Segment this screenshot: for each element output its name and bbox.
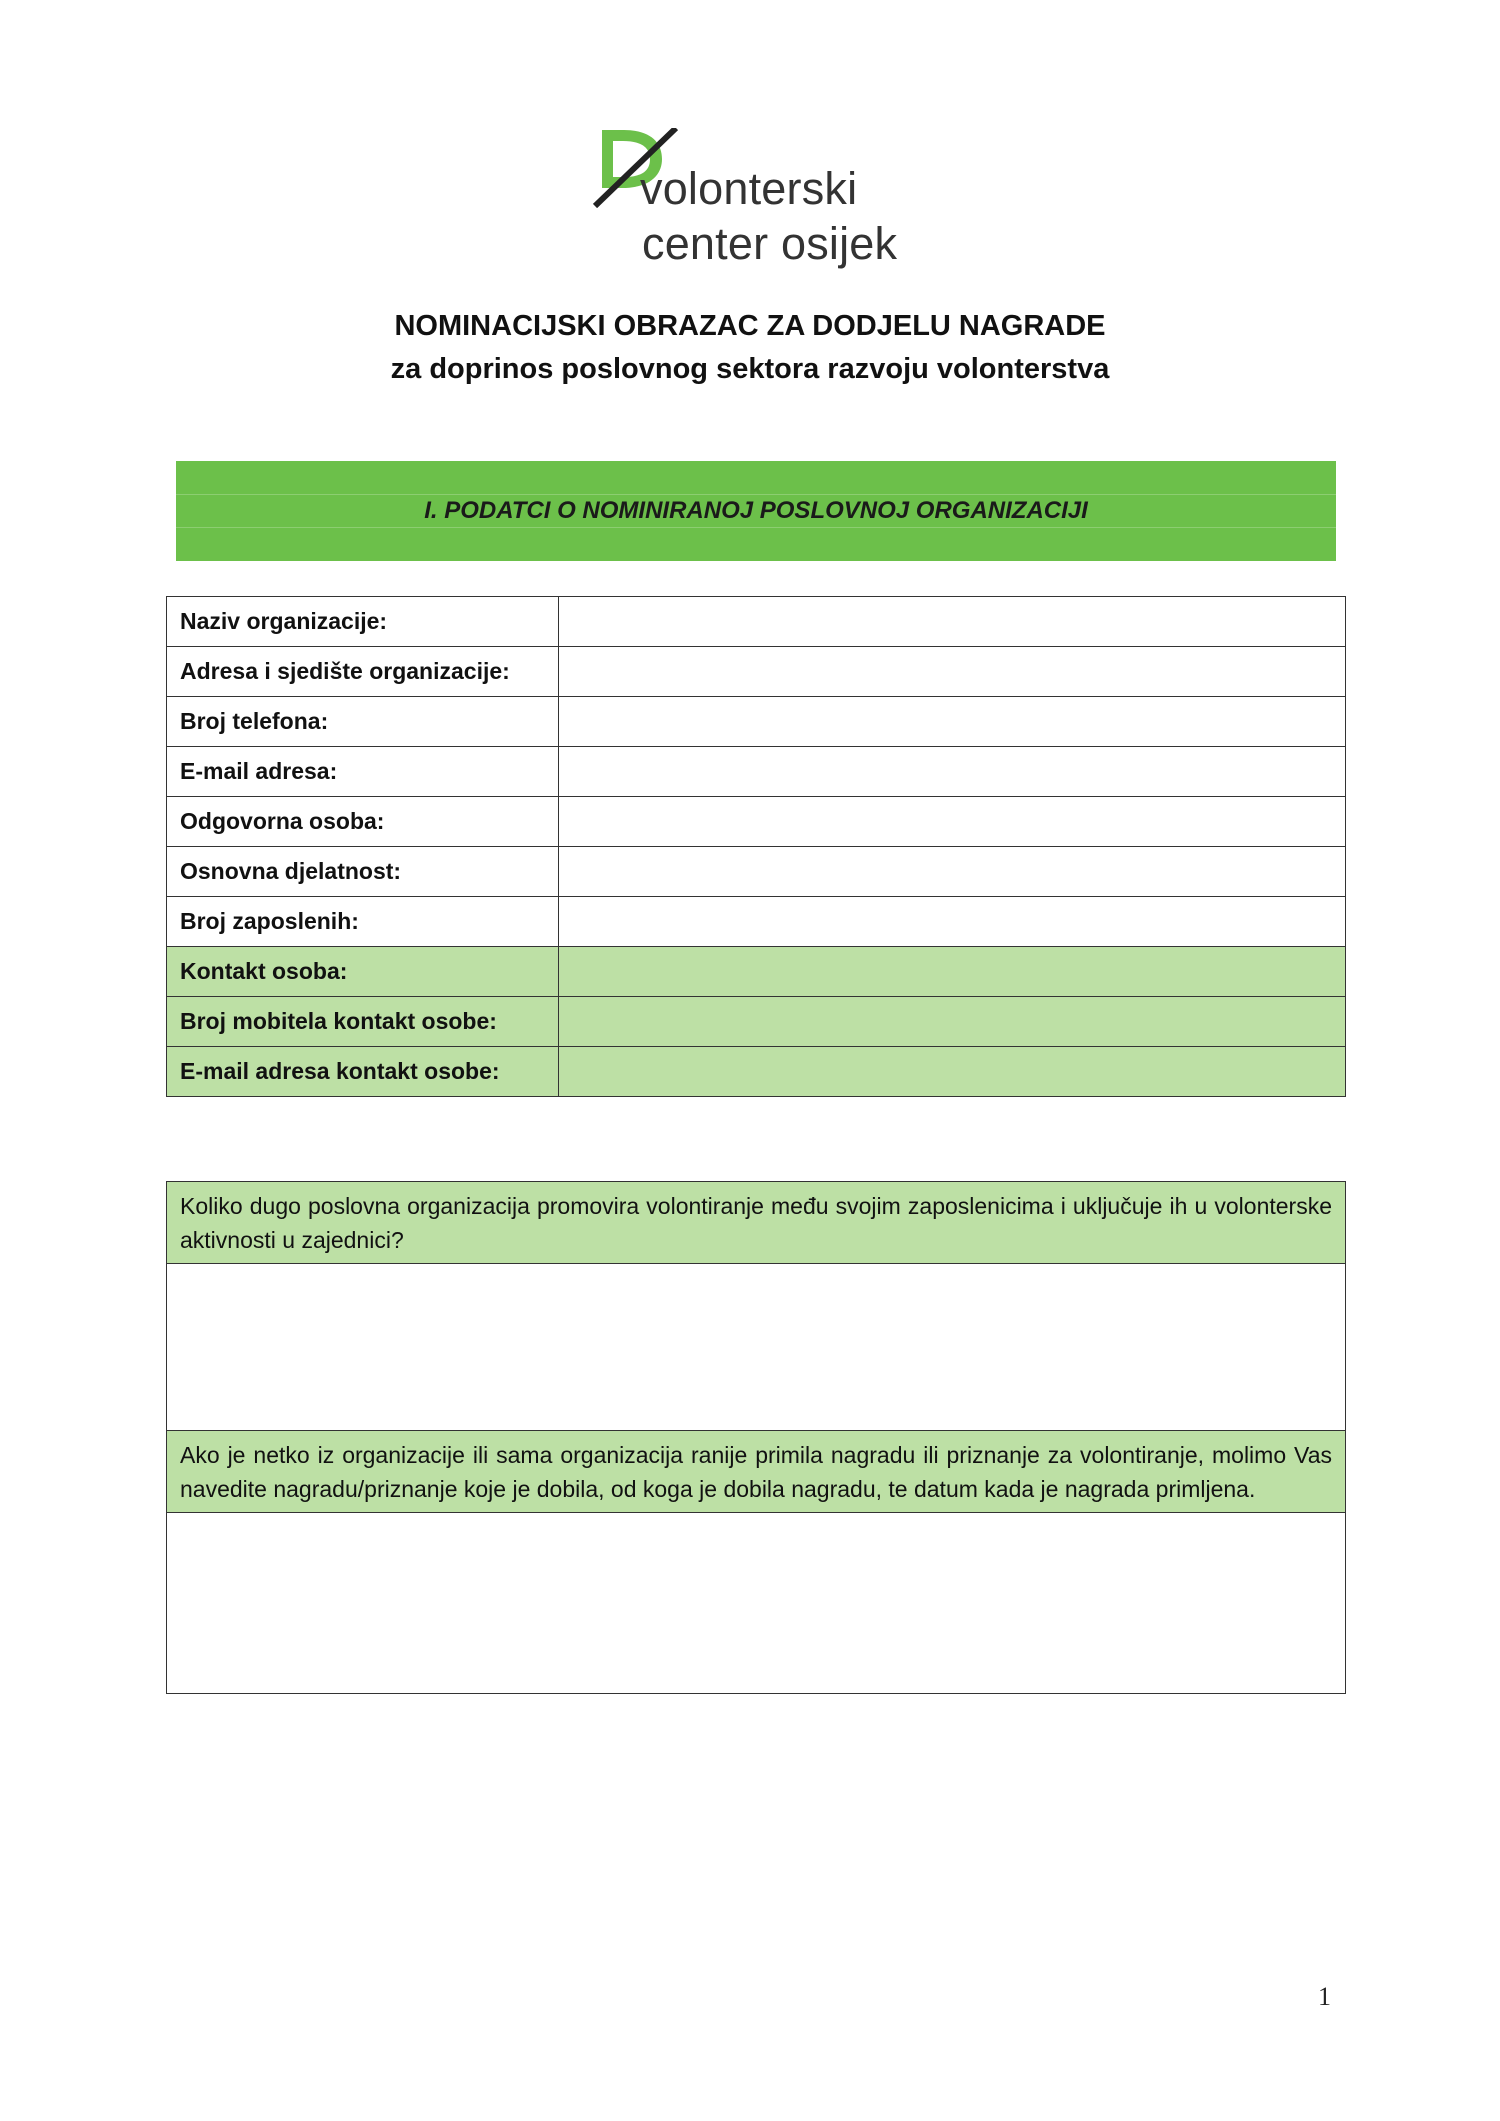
field-value-input[interactable] bbox=[559, 797, 1346, 847]
table-row bbox=[167, 747, 1346, 797]
field-value-input[interactable] bbox=[559, 597, 1346, 647]
field-value-input[interactable] bbox=[559, 697, 1346, 747]
field-label: E-mail adresa: bbox=[167, 747, 559, 797]
field-value-input[interactable] bbox=[559, 947, 1346, 997]
section-heading-band bbox=[176, 461, 1336, 561]
section-heading: I. PODATCI O NOMINIRANOJ POSLOVNOJ ORGANIZACIJI bbox=[424, 497, 1088, 524]
table-row bbox=[167, 847, 1346, 897]
table-row-highlighted bbox=[167, 1047, 1346, 1097]
field-value-input[interactable] bbox=[559, 997, 1346, 1047]
form-title: NOMINACIJSKI OBRAZAC ZA DODJELU NAGRADE bbox=[394, 310, 1106, 342]
field-value-input[interactable] bbox=[559, 897, 1346, 947]
page-number: 1 bbox=[1318, 1982, 1331, 2011]
field-label: Kontakt osoba: bbox=[167, 947, 559, 997]
field-label: Broj mobitela kontakt osobe: bbox=[167, 997, 559, 1047]
field-value-input[interactable] bbox=[559, 847, 1346, 897]
question-text: Koliko dugo poslovna organizacija promovira volontiranje među svojim zaposlenicima i uključuje ih u volonterske aktivnosti u zajednici? bbox=[167, 1182, 1345, 1264]
table-row bbox=[167, 697, 1346, 747]
field-label: Odgovorna osoba: bbox=[167, 797, 559, 847]
field-label: Naziv organizacije: bbox=[167, 597, 559, 647]
question-box bbox=[166, 1181, 1346, 1445]
table-row bbox=[167, 597, 1346, 647]
question-box bbox=[166, 1430, 1346, 1694]
table-row bbox=[167, 797, 1346, 847]
answer-area[interactable] bbox=[167, 1513, 1345, 1693]
logo-text-line1: volonterski bbox=[640, 163, 858, 214]
question-text: Ako je netko iz organizacije ili sama organizacija ranije primila nagradu ili priznanje za volontiranje, molimo Vas navedite nagradu/priznanje koje je dobila, od koga je dobila nagradu, te datum kada je nagrada primljena. bbox=[167, 1431, 1345, 1513]
field-label: Osnovna djelatnost: bbox=[167, 847, 559, 897]
field-label: Broj zaposlenih: bbox=[167, 897, 559, 947]
field-value-input[interactable] bbox=[559, 747, 1346, 797]
table-row bbox=[167, 897, 1346, 947]
table-row bbox=[167, 647, 1346, 697]
field-value-input[interactable] bbox=[559, 647, 1346, 697]
field-label: Broj telefona: bbox=[167, 697, 559, 747]
form-subtitle: za doprinos poslovnog sektora razvoju volonterstva bbox=[390, 353, 1110, 385]
field-value-input[interactable] bbox=[559, 1047, 1346, 1097]
field-label: E-mail adresa kontakt osobe: bbox=[167, 1047, 559, 1097]
organization-info-table bbox=[166, 596, 1346, 1097]
logo-text-line2: center osijek bbox=[642, 218, 898, 269]
field-label: Adresa i sjedište organizacije: bbox=[167, 647, 559, 697]
answer-area[interactable] bbox=[167, 1264, 1345, 1444]
table-row-highlighted bbox=[167, 997, 1346, 1047]
logo bbox=[592, 128, 922, 278]
table-row-highlighted bbox=[167, 947, 1346, 997]
